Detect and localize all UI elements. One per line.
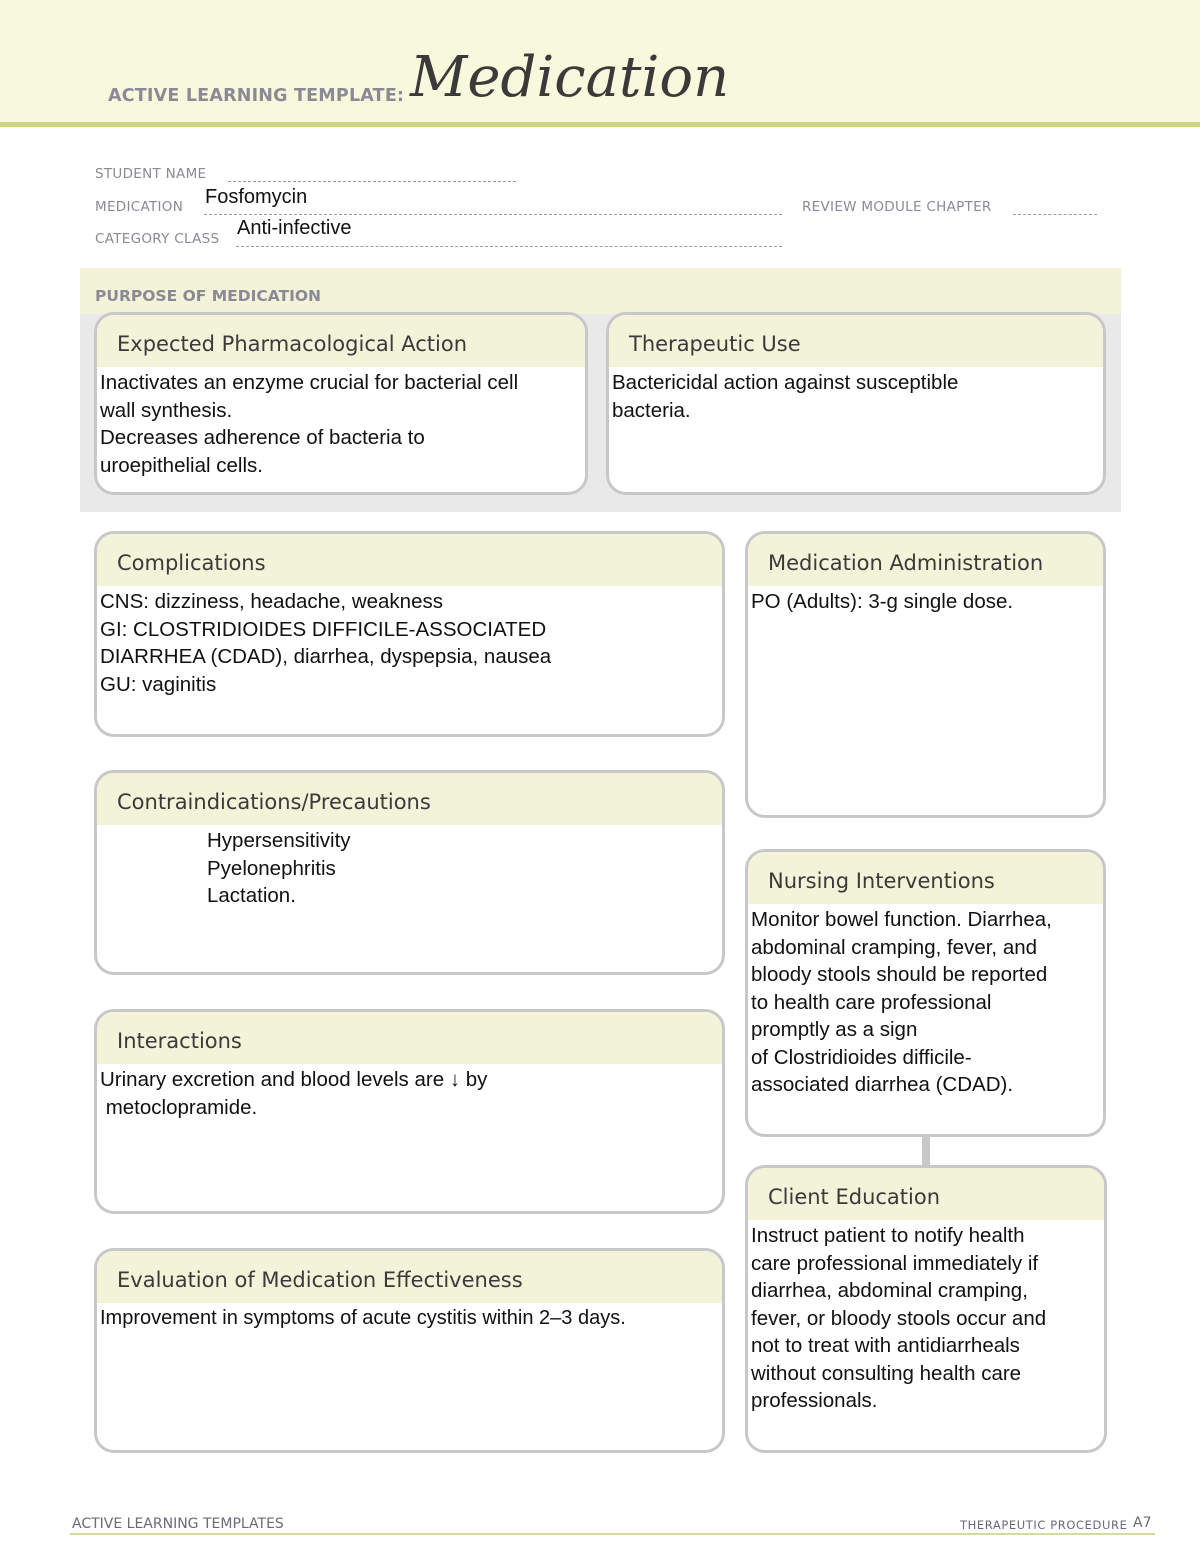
text-line: fever, or bloody stools occur and	[751, 1306, 1047, 1330]
text-line: Urinary excretion and blood levels are ↓ by	[100, 1068, 488, 1091]
medication-administration-header	[748, 534, 1103, 586]
text-line: bloody stools should be reported	[751, 963, 1048, 986]
template-title: Medication	[410, 45, 730, 110]
box-connector	[922, 1135, 930, 1167]
text-line: wall synthesis.	[100, 398, 233, 422]
category-class-value: Anti-infective	[237, 217, 352, 239]
text-line: uroepithelial cells.	[100, 453, 263, 477]
complications-header	[97, 534, 722, 586]
footer-right-label: THERAPEUTIC PROCEDURE	[960, 1518, 1128, 1532]
nursing-interventions-title: Nursing Interventions	[768, 869, 995, 893]
text-line: Improvement in symptoms of acute cystitis within 2–3 days.	[100, 1307, 626, 1329]
text-line: promptly as a sign	[751, 1018, 918, 1041]
student-name-label: STUDENT NAME	[95, 166, 207, 182]
footer-divider	[70, 1533, 1155, 1535]
evaluation-text[interactable]	[97, 1303, 722, 1333]
complications-title: Complications	[117, 551, 266, 575]
text-line: associated diarrhea (CDAD).	[751, 1073, 1014, 1096]
expected-action-box	[94, 312, 588, 495]
footer-page-number: A7	[1133, 1515, 1152, 1531]
therapeutic-use-box	[606, 312, 1106, 495]
text-line: bacteria.	[612, 398, 691, 422]
text-line: DIARRHEA (CDAD), diarrhea, dyspepsia, nausea	[100, 645, 552, 668]
nursing-interventions-box	[745, 849, 1106, 1137]
student-name-field[interactable]	[228, 166, 516, 182]
medication-value: Fosfomycin	[205, 186, 308, 208]
text-line: GI: CLOSTRIDIOIDES DIFFICILE-ASSOCIATED	[100, 617, 547, 641]
therapeutic-use-text[interactable]	[609, 367, 1103, 424]
text-line: not to treat with antidiarrheals	[751, 1334, 1020, 1357]
interactions-box	[94, 1009, 725, 1214]
text-line: without consulting health care	[751, 1361, 1022, 1385]
text-line: Decreases adherence of bacteria to	[100, 426, 425, 449]
client-education-text[interactable]	[748, 1220, 1104, 1415]
interactions-header	[97, 1012, 722, 1064]
text-line: to health care professional	[751, 990, 992, 1014]
medication-label: MEDICATION	[95, 199, 184, 215]
evaluation-box	[94, 1248, 725, 1453]
text-line: Instruct patient to notify health	[751, 1224, 1025, 1247]
text-line: Hypersensitivity	[207, 829, 351, 852]
text-line: diarrhea, abdominal cramping,	[751, 1279, 1028, 1302]
text-line: CNS: dizziness, headache, weakness	[100, 590, 443, 613]
category-class-label: CATEGORY CLASS	[95, 231, 220, 247]
text-line: care professional immediately if	[751, 1251, 1039, 1275]
review-module-field[interactable]	[1013, 199, 1097, 215]
text-line: Pyelonephritis	[207, 856, 336, 880]
interactions-text[interactable]	[97, 1064, 722, 1121]
contraindications-text[interactable]	[97, 825, 722, 910]
text-line: Inactivates an enzyme crucial for bacterial cell	[100, 371, 519, 394]
medication-administration-box	[745, 531, 1106, 818]
text-line: Bactericidal action against susceptible	[612, 371, 959, 394]
text-line: abdominal cramping, fever, and	[751, 935, 1038, 959]
footer-left-label: ACTIVE LEARNING TEMPLATES	[72, 1516, 284, 1532]
medication-administration-title: Medication Administration	[768, 551, 1044, 575]
client-education-title: Client Education	[768, 1185, 941, 1209]
nursing-interventions-header	[748, 852, 1103, 904]
text-line: PO (Adults): 3-g single dose.	[751, 590, 1014, 613]
nursing-interventions-text[interactable]	[748, 904, 1103, 1099]
text-line: professionals.	[751, 1389, 878, 1412]
review-module-label: REVIEW MODULE CHAPTER	[802, 199, 992, 215]
contraindications-box	[94, 770, 725, 975]
contraindications-title: Contraindications/Precautions	[117, 790, 431, 814]
evaluation-title: Evaluation of Medication Effectiveness	[117, 1268, 523, 1292]
text-line: Lactation.	[207, 884, 296, 907]
evaluation-header	[97, 1251, 722, 1303]
template-label: ACTIVE LEARNING TEMPLATE:	[108, 86, 405, 106]
text-line: Monitor bowel function. Diarrhea,	[751, 908, 1052, 931]
text-line: metoclopramide.	[100, 1095, 258, 1119]
expected-action-title: Expected Pharmacological Action	[117, 332, 468, 356]
medication-administration-text[interactable]	[748, 586, 1103, 616]
contraindications-header	[97, 773, 722, 825]
client-education-header	[748, 1168, 1104, 1220]
complications-box	[94, 531, 725, 737]
text-line: GU: vaginitis	[100, 672, 217, 696]
expected-action-header	[97, 315, 585, 367]
client-education-box	[745, 1165, 1107, 1453]
text-line: of Clostridioides difficile-	[751, 1045, 972, 1069]
expected-action-text[interactable]	[97, 367, 585, 479]
complications-text[interactable]	[97, 586, 722, 698]
therapeutic-use-title: Therapeutic Use	[629, 332, 801, 356]
purpose-label: PURPOSE OF MEDICATION	[95, 287, 322, 305]
therapeutic-use-header	[609, 315, 1103, 367]
header-divider	[0, 122, 1200, 127]
interactions-title: Interactions	[117, 1029, 242, 1053]
